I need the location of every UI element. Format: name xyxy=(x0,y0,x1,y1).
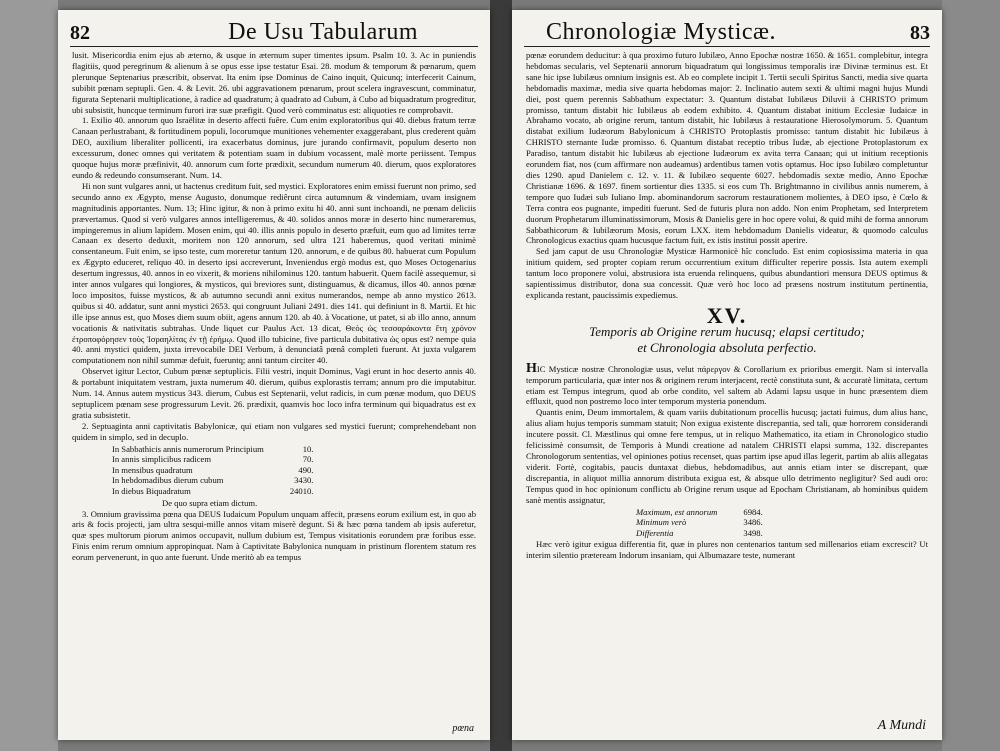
paragraph: Hi non sunt vulgares anni, ut hactenus creditum fuit, sed mystici. Exploratores enim emissi fuerunt non primo, sed secundo anno ex Ægypto, mense Augusto, donumque rediêrunt circa autumnum & vindemiam, uvam insignem magnitudinis apportantes. Num. 13; Hinc igitur, & non à primo exitu hi 40. anni sunt inchoandi, ne pœnam deliciis prævertamus. Quod si verò vulgares annos intelligeremus, & 40. solidos annos moræ in deserto hinc numeraremus, impingeremus in alium lapidem. Mosen enim, qui 40. illis annis populo in deserto præfuit, eum quo ad limites terræ Canaan ex deserto deduxit, moritem non 120 annorum, sed ultra 121 haberemus, quod veritati minimè consentaneum. Fuit enim, se ipso teste, cum moreretur tantum 120. annorum, e de quibus 80. habuerat cum Populum ex Ægypto educeret, reliquo 40. in deserto ipsi accreverunt, Inveniendus ergò modus est, quo Moses Octogenarius desertum ingressus, 40. annos in eo vixerit, & moriens nihilominus 120. tantum habuerit. Quem facilè assequemur, si inter annos vulgares qui longiores, & mysticos, qui breviores sunt, distinguamus, & dicamus, illos 40. annos pœnæ loco impositos, fuisse mysticos, & ab autumno secundi anni exitus numerandos, nempe ab anno mystico 2613. quibus si 40. addatur, sunt anni mystici 2653. qui congruunt Juliani 2491. dies 141. qui definiunt in 8. Martii. Et hic ille ipse annus est, quo Moses diem suum obiit, agens annum 120. ab 40. à Vocatione, ut patet, si ab illo anno, annum vocationis & nativitatis subtrahas. Unde liquet cur Paulus Act. 13 dicat, Θεὸς ὡς τεσσαράκοντα ἔτη χρόνον ἐτροποφόρησεν τοὺς Ἰσραηλίτας ἐν τῇ ἐρήμῳ. Quod illo tubicine, five particula dubitativa ὡς opus est? nempe quia 40. anni mystici quidem, juxta irrevocabile DEI Verbum, à denunciatâ pœnâ completi fuerunt. At juxta vulgarem computationem non nihil summæ defuit, fueruntq; anni tantum circiter 40. xyxy=(72,180,476,366)
scan-margin-right xyxy=(942,0,1000,751)
paragraph: Hæc verò igitur exigua differentia fit, quæ in plures non centenarios tantum sed millenarios etiam excrescit? Ut interim silentio præteream Indorum insaniam, qui Albumazare teste, numerant xyxy=(526,539,928,561)
table-row xyxy=(636,507,769,518)
section-number: XV. xyxy=(706,302,748,328)
paragraph: pœnæ eorundem deducitur: à qua proximo futuro Iubilæo, Anno Epochæ nostræ 1650. & 1651. complebitur, integra hebdomas secularis, vel Septenarii annorum biquadratum qui longissimus temporalis iræ Divinæ terminus est. Et sane hic ipse Iubilæus omnium insignis est. Ab eo complete incipit 1. Tertii seculi Spiritus Sancti, media sive quarta hebdomadis maximæ, media sive quarta hebdomas major: 2. Inclinatio autem sexti & ultimi magni hujus Mundi diei, post quem perennis Sabbathum expectatur: 3. Quantum distabat Iubilæus Diluvii à CHRISTO primum promisso, tantum distabit hic Iubilæus ab eodem exhibito. 4. Quantum distabat initium Ecclesiæ Iudaicæ in Abrahamo vocato, ab origine rerum, tantum distabit, hic Iubilæus à restauratione Hierosolymorum. 5. Quantum distabat exilium Iudæorum Babylonicum à CHRISTO Protoplastis promisso: tantum distabit hic Iubilæus à CHRISTO sternante Iudæ promisso. 6. Quantum distabat receptio tribus Iudæ, ab ejectione Protoplastorum ex Paradiso, tantum distabit hic Iubilæus ab ejectione Iudæorum ex avita terra Canaan; qui ut initium receptionis eorundem fiat, nos (cum affirmare non audeamus) ardentibus tamen votis optamus. Hoc ipso Iubilæo completuntur dies 1290. apud Danielem c. 12. v. 11. & Iubilæo sequente 6027. hebdomadis sextæ medio, Anno Epochæ Christianæ 1696. & 1697. finem sortientur dies 1335. si eos cum Th. Brightmanno in civilibus annis numerem, à tempore quo Iudæi sub Iuliano Imp. abominandorum sacrorum restaurationem molientes, à DEO ipso, è Cœlo & Terra contra eos pugnante, impediti fuerunt. Sed de futuris plura non addo. Non enim Prophetam, sed Interpretem duorum Prophetarum illuminatissimorum, Mosis & Danielis gere in hoc opere volui, & quid mihi de forma annorum Sabbathicorum & Iubilæorum Mosis, eorum LXX. item hebdomadum Danielis videatur, & quomodo calculus Chronologicus exactius quam hucusque factum fuit, ex istis institui possit aperire. xyxy=(526,50,928,246)
table-row xyxy=(112,454,319,465)
right-catchword: A Mundi xyxy=(877,718,926,733)
table-footer: De quo supra etiam dictum. xyxy=(162,497,258,508)
table-value: 490. xyxy=(298,464,314,475)
table-value: 6984. xyxy=(743,506,763,517)
right-page xyxy=(512,10,942,740)
table-row xyxy=(112,475,319,486)
book-gutter xyxy=(490,0,512,751)
left-page-running-title: De Usu Tabularum xyxy=(228,19,418,45)
section-title xyxy=(526,324,928,356)
table-label: In mensibus quadratum xyxy=(112,464,193,475)
left-page-body xyxy=(72,50,476,716)
differentia-table xyxy=(636,507,769,539)
table-value: 3498. xyxy=(743,527,763,538)
paragraph: Observet igitur Lector, Cubum pœnæ septuplicis. Filii vestri, inquit Dominus, Vagi erunt in hoc deserto annis 40. & portabunt iniquitatem vestram, juxta numerum 40. dierum, quibus explorastis terram; annum pro die imputabitur. Num. 14. Annus autem mysticus 343. dierum, Cubus est Septenarii, velut radicis, in cum pœnæ modum, quo DEUS septuplicem pœnam sese progressurum Levit. 26. prædixit, quamvis hoc loco infra terminum qui biquadratus est ex gratia subsistetit. xyxy=(72,366,476,420)
paragraph: 3. Omnium gravissima pœna qua DEUS Iudaicum Populum unquam affecit, præsens eorum exilium est, in quo ab aris & focis projecti, jam ultra sesqui-mille annos vitam miserè degunt. Si & hæc pœna tandem ab ipsis auferetur, quæ spes multorum piorum animos occupavit, nullum dubium est, Tempus visitationis eorundem præ foribus esse. Finis enim rerum omnium appropinquat. Nam à Captivitate Babylonica nunquam in pristinum florentem statum res eorum pervenerunt, in quo ante fuerunt. Unde meritò ab ea tempus xyxy=(72,508,476,563)
left-catchword: pœna xyxy=(452,723,474,734)
paragraph: Sed jam caput de usu Chronologiæ Mysticæ Harmonicè hîc concludo. Est enim copiosissima materia in qua initium quidem, sed propter copiam rerum occurrentium exitum difficulter reperire possis. Ista autem exempli tantum loco proponere volui, abstrusiora ista eruenda relinquens, quibus abundantiori mensura DEUS optimus & sapientissimus distributor, dona sua concessit. Quæ verò hoc loco ad præsens nostrum institutum pertinentia, explicanda restant, paucissimis expediemus. xyxy=(526,246,928,300)
table-value: 3430. xyxy=(294,475,314,486)
table-row xyxy=(112,444,319,455)
section-title-line-1: Temporis ab Origine rerum hucusq; elapsi certitudo; xyxy=(589,323,865,339)
right-page-running-title: Chronologiæ Mysticæ. xyxy=(546,19,777,45)
table-label: In annis simplicibus radicem xyxy=(112,454,212,465)
table-row xyxy=(112,486,319,497)
paragraph: 1. Exilio 40. annorum quo Israëlitæ in deserto affecti fuêre. Cum enim exploratoribus qui 40. diebus fratum terræ Canaan perlustrabant, & fortitudinem populi, locorumque munitiones vehementer exaggerabant, plus crederent quàm DEO, auxilium liberaliter pollicenti, ira exacerbatus dominus, jure jurando confirmavit, populum deserto non excessurum, donec omnes qui veritatem & potentiam suam in dubium vocassent, malè morte periissent. Tempus quoque hujus moræ præfinivit, 40. annorum cum forte prædixit, secundum numerum 40. dierum, quos exploratores eundo & redeundo consumserant. Num. 14. xyxy=(72,115,476,180)
table-label: In hebdomadibus dierum cubum xyxy=(112,475,224,486)
paragraph: Quantis enim, Deum immortalem, & quam variis dubitationum procellis hucusq; jactati fuimus, dum alius hanc, alius aliam hujus temporis summam statuit; Non exigua existente discrepantia, sed tali, quæ horrorem considerandi incutere possit. Cl. Mæstlinus qui omne fere tempus, ut in reliquo Mathematico, ita etiam in Chronologico studio felicissimè consumsit, de Temporis à Mundi creatione ad natalem CHRISTI elapsi summa, 132. discrepantes Chronologorum sententias, vel opiniones potius recenset, quas partim ipse apud illas legerit, partim ab aliis allegatas viderit. Fortè, cogitabis, paucis duntaxat diebus, hebdomadibus, aut annis etiam inter se discrepant, quæ discrepantia, in aliquot millia annorum distributa exigua est, & absque ullo detrimento negligitur? Sed audi oro: Tempus quod in hoc opinionum conflictu ab Origine rerum usque ad Epocham Christianam, ab hominibus quidem sanè mentis assignatur, xyxy=(526,407,928,505)
table-value: 70. xyxy=(302,454,314,465)
table-label: Minimum verò xyxy=(636,517,687,528)
left-page-header xyxy=(70,16,478,47)
paragraph xyxy=(526,360,928,408)
table-row xyxy=(636,517,769,528)
section-title-line-2: et Chronologia absoluta perfectio. xyxy=(637,339,817,355)
decuplo-table xyxy=(112,444,319,497)
table-label: Differentia xyxy=(636,527,674,538)
right-page-number: 83 xyxy=(910,22,930,44)
scan-margin-left xyxy=(0,0,58,751)
table-value: 24010. xyxy=(289,486,314,496)
table-label: Maximum, est annorum xyxy=(636,506,718,517)
drop-initial: H xyxy=(526,360,537,376)
paragraph: lusit. Misericordia enim ejus ab æterno, & usque in æternum super timentes ipsum. Psalm 10. 3. Ac in puniendis flagitiis, quod peregrinum & alienum à se opus esse ipse testatur Esai. 28. modum & temporum & pœnarum, quem plerunque Septenarius præscribit, observat. Ita enim ipse Dominus de Caino inquit, Quicunq; interfecerit Cainum, subibit pœnam septupli. Gen. 4. & Levit. 26. ubi aggravationem pœnarum, prout scelera ingravescunt, comminatur, figurata Septenarii multiplicatione, à radice ad quadratum; à quadrato ad Cubum, à Cubo ad biquadratum progreditur, ubi subsistit, huncque terminum furori iræ suæ præfigit. Quod verò comminatus est: aliquoties re comprobavit. xyxy=(72,50,476,115)
right-page-body xyxy=(526,50,928,716)
table-value: 3486. xyxy=(743,517,763,528)
table-value: 10. xyxy=(302,443,314,454)
paragraph: 2. Septuaginta anni captivitatis Babylonicæ, qui etiam non vulgares sed mystici fuerunt; comprehendebant non quidem in simplo, sed in decuplo. xyxy=(72,420,476,442)
right-page-header xyxy=(524,16,930,47)
table-row xyxy=(636,528,769,539)
left-page-number: 82 xyxy=(70,22,90,44)
table-label: In Sabbathicis annis numerorum Principium xyxy=(112,443,264,454)
table-label: In diebus Biquadratum xyxy=(112,486,191,496)
left-page xyxy=(58,10,490,740)
paragraph-text: IC Mysticæ nostræ Chronologiæ usus, velut πάρεργον & Corollarium ex prioribus emergit. Nam si intervalla temporum particularia, quæ inter nos & originem rerum interjacent, rectè constituta sunt, & accuratè limitata, certum etiam est Tempus integrum, quod ab orbe condito, vel saltem ab Adami lapsu usque in hunc præsentem diem effluxit, quod non postremo loco inter temporum mysteria ponendum. xyxy=(526,363,928,407)
table-row xyxy=(112,465,319,476)
